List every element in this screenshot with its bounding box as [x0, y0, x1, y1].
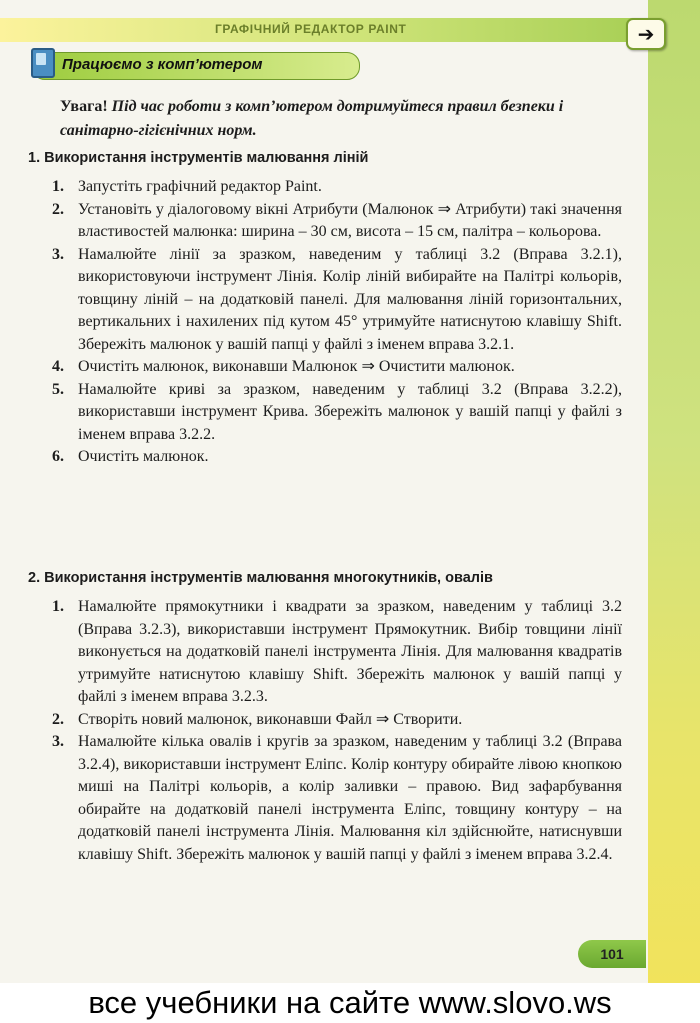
arrow-right-icon[interactable]: ➔: [626, 18, 666, 50]
safety-warning: [60, 95, 622, 143]
item-number: 5.: [52, 380, 64, 398]
item-text: Очистіть малюнок, виконавши Малюнок ⇒ Очистити малюнок.: [78, 358, 515, 375]
list-item: [48, 731, 622, 866]
item-text: Запустіть графічний редактор Paint.: [78, 178, 322, 195]
item-number: 3.: [52, 733, 64, 750]
item-text: Намалюйте лінії за зразком, наведеним у таблиці 3.2 (Вправа 3.2.1), використовуючи інструмент Лінія. Колір ліній вибирайте на Палітрі кольорів, товщину ліній – на додатковій панелі. Для малювання ліній горизонтальних, вертикальних і нахилених під кутом 45° утримуйте натиснутою клавішу Shift. Збережіть малюнок у вашій папці у файлі з іменем вправа 3.2.1.: [78, 245, 622, 353]
item-number: 6.: [52, 448, 64, 465]
item-number: 3.: [52, 245, 64, 263]
banner-title: Працюємо з комп’ютером: [62, 56, 263, 73]
list-item: [48, 379, 622, 447]
warning-label: Увага!: [60, 98, 108, 115]
list-item: [48, 199, 622, 244]
running-title: ГРАФІЧНИЙ РЕДАКТОР PAINT: [215, 22, 407, 36]
warning-text: Під час роботи з комп’ютером дотримуйтеся правил безпеки і санітарно-гігієнічних норм.: [60, 98, 564, 139]
item-number: 1.: [52, 598, 64, 615]
list-item: [48, 596, 622, 709]
item-number: 1.: [52, 178, 64, 195]
section-2-list: [48, 596, 622, 866]
item-text: Очистіть малюнок.: [78, 448, 209, 465]
item-text: Намалюйте прямокутники і квадрати за зразком, наведеним у таблиці 3.2 (Вправа 3.2.3), використавши інструмент Прямокутник. Вибір товщини лінії виконується на додатковій панелі інструмента Лінія. Для малювання квадратів утримуйте натиснутою клавішу Shift. Збережіть малюнок у вашій папці у файлі з іменем вправа 3.2.3.: [78, 598, 622, 705]
item-text: Установіть у діалоговому вікні Атрибути (Малюнок ⇒ Атрибути) такі значення властивостей малюнка: ширина – 30 см, висота – 15 см, палітра – кольорова.: [78, 200, 622, 240]
page-number: 101: [578, 940, 646, 968]
computer-icon: [31, 48, 55, 78]
footer-caption: все учебники на сайте www.slovo.ws: [0, 983, 700, 1023]
section-1-list: [48, 176, 622, 469]
list-item: [48, 244, 622, 357]
list-item: [48, 356, 622, 379]
list-item: [48, 176, 622, 199]
item-text: Намалюйте кілька овалів і кругів за зразком, наведеним у таблиці 3.2 (Вправа 3.2.4), використавши інструмент Еліпс. Колір контуру обирайте лівою кнопкою миші на Палітрі кольорів, а колір заливки – правою. Вид зафарбування обирайте на додатковій панелі інструмента Еліпс, товщину контуру – на додатковій панелі інструмента Лінія. Малювання кіл здійснюйте, натиснувши клавішу Shift. Збережіть малюнок у вашій папці у файлі з іменем вправа 3.2.4.: [78, 733, 622, 863]
item-text: Створіть новий малюнок, виконавши Файл ⇒ Створити.: [78, 710, 463, 728]
item-number: 2.: [52, 200, 64, 218]
side-color-strip: [648, 0, 700, 985]
item-number: 4.: [52, 358, 64, 375]
item-text: Намалюйте криві за зразком, наведеним у таблиці 3.2 (Вправа 3.2.2), використавши інструмент Крива. Збережіть малюнок у вашій папці у файлі з іменем вправа 3.2.2.: [78, 380, 622, 443]
section-2-title: 2. Використання інструментів малювання многокутників, овалів: [28, 570, 493, 586]
list-item: [48, 446, 622, 469]
section-1-title: 1. Використання інструментів малювання ліній: [28, 150, 369, 166]
item-number: 2.: [52, 710, 64, 728]
list-item: [48, 709, 622, 732]
